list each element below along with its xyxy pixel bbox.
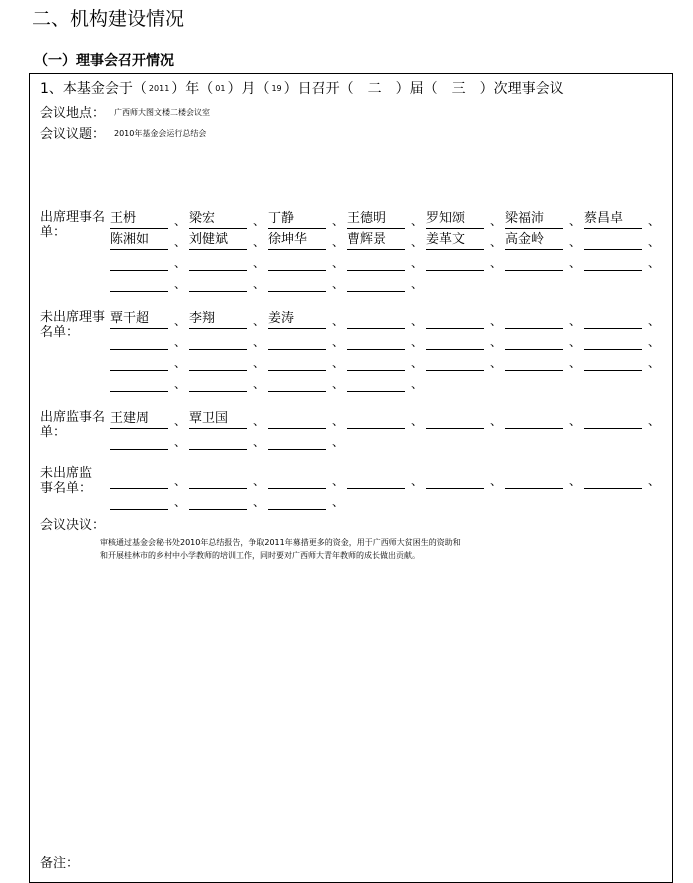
separator: 、 <box>648 314 661 328</box>
name-blank[interactable] <box>584 231 642 250</box>
name-blank[interactable] <box>347 252 405 271</box>
name-blank[interactable] <box>347 352 405 371</box>
name-blank[interactable]: 王枬 <box>110 210 168 229</box>
meeting-session-text: ）届（ <box>395 81 438 97</box>
separator: 、 <box>174 495 187 509</box>
topic-label: 会议议题： <box>40 127 106 142</box>
separator: 、 <box>332 495 345 509</box>
separator: 、 <box>174 256 187 270</box>
name-blank[interactable] <box>268 431 326 450</box>
meeting-form <box>29 73 673 883</box>
separator: 、 <box>253 414 266 428</box>
name-blank[interactable]: 徐坤华 <box>268 231 326 250</box>
separator: 、 <box>332 414 345 428</box>
separator: 、 <box>253 356 266 370</box>
location-value[interactable]: 广西师大图文楼二楼会议室 <box>114 108 210 117</box>
separator: 、 <box>253 474 266 488</box>
name-blank[interactable] <box>584 252 642 271</box>
name-blank[interactable] <box>347 331 405 350</box>
separator: 、 <box>569 474 582 488</box>
separator: 、 <box>332 356 345 370</box>
name-blank[interactable] <box>584 470 642 489</box>
name-blank[interactable] <box>584 352 642 371</box>
name-blank[interactable]: 丁静 <box>268 210 326 229</box>
name-blank[interactable] <box>505 310 563 329</box>
name-blank[interactable]: 李翔 <box>189 310 247 329</box>
name-blank[interactable]: 覃卫国 <box>189 410 247 429</box>
name-blank[interactable] <box>268 252 326 271</box>
separator: 、 <box>648 335 661 349</box>
name-blank[interactable] <box>505 331 563 350</box>
separator: 、 <box>490 474 503 488</box>
name-blank[interactable]: 罗知颂 <box>426 210 484 229</box>
meeting-day[interactable]: 19 <box>271 84 282 93</box>
name-blank[interactable] <box>189 273 247 292</box>
separator: 、 <box>490 314 503 328</box>
separator: 、 <box>490 335 503 349</box>
name-blank[interactable]: 王德明 <box>347 210 405 229</box>
meeting-year[interactable]: 2011 <box>148 84 170 93</box>
separator: 、 <box>332 277 345 291</box>
meeting-month[interactable]: 01 <box>215 84 226 93</box>
name-blank[interactable] <box>268 352 326 371</box>
name-blank[interactable] <box>110 491 168 510</box>
name-blank[interactable] <box>505 252 563 271</box>
meeting-number-text: ）次理事会议 <box>479 81 564 97</box>
name-blank[interactable] <box>347 273 405 292</box>
separator: 、 <box>490 214 503 228</box>
separator: 、 <box>569 335 582 349</box>
attending-supervisors-label: 出席监事名单： <box>40 410 106 440</box>
absent-supervisors-label: 未出席监事名单： <box>40 466 93 496</box>
separator: 、 <box>648 414 661 428</box>
name-blank[interactable] <box>426 352 484 371</box>
separator: 、 <box>332 314 345 328</box>
name-blank[interactable] <box>110 352 168 371</box>
separator: 、 <box>411 414 424 428</box>
absent-directors-label: 未出席理事名单： <box>40 310 106 340</box>
separator: 、 <box>174 414 187 428</box>
resolution-label: 会议决议： <box>40 518 106 533</box>
name-blank[interactable] <box>189 331 247 350</box>
name-blank[interactable] <box>268 331 326 350</box>
separator: 、 <box>253 435 266 449</box>
name-blank[interactable] <box>268 410 326 429</box>
remark-label: 备注： <box>40 856 80 871</box>
separator: 、 <box>411 256 424 270</box>
separator: 、 <box>648 256 661 270</box>
separator: 、 <box>253 377 266 391</box>
name-blank[interactable]: 姜革文 <box>426 231 484 250</box>
separator: 、 <box>174 277 187 291</box>
separator: 、 <box>174 356 187 370</box>
separator: 、 <box>490 235 503 249</box>
separator: 、 <box>411 314 424 328</box>
name-blank[interactable] <box>347 373 405 392</box>
name-blank[interactable] <box>505 352 563 371</box>
separator: 、 <box>569 356 582 370</box>
meeting-date-line <box>40 78 564 98</box>
separator: 、 <box>174 435 187 449</box>
separator: 、 <box>569 235 582 249</box>
name-blank[interactable] <box>505 410 563 429</box>
name-blank[interactable] <box>110 331 168 350</box>
name-blank[interactable] <box>110 470 168 489</box>
separator: 、 <box>648 235 661 249</box>
separator: 、 <box>648 214 661 228</box>
name-blank[interactable] <box>189 352 247 371</box>
meeting-session[interactable]: 二 <box>367 81 382 97</box>
meeting-day-text: ）日召开（ <box>283 81 354 97</box>
name-blank[interactable]: 刘健斌 <box>189 231 247 250</box>
separator: 、 <box>411 214 424 228</box>
separator: 、 <box>253 277 266 291</box>
name-blank[interactable] <box>584 310 642 329</box>
separator: 、 <box>253 256 266 270</box>
name-blank[interactable] <box>505 470 563 489</box>
meeting-year-text: ）年（ <box>171 81 214 97</box>
separator: 、 <box>490 356 503 370</box>
separator: 、 <box>332 474 345 488</box>
name-blank[interactable] <box>426 331 484 350</box>
name-blank[interactable] <box>110 252 168 271</box>
separator: 、 <box>332 214 345 228</box>
resolution-text[interactable] <box>100 536 461 562</box>
name-blank[interactable]: 曹辉景 <box>347 231 405 250</box>
separator: 、 <box>411 335 424 349</box>
separator: 、 <box>174 214 187 228</box>
separator: 、 <box>174 314 187 328</box>
name-blank[interactable] <box>268 373 326 392</box>
name-blank[interactable] <box>110 431 168 450</box>
resolution-line: 审核通过基金会秘书处2010年总结报告，争取2011年募措更多的资金，用于广西师大贫困生的资助和 <box>100 538 461 547</box>
resolution-line: 和开展桂林市的乡村中小学教师的培训工作，同时要对广西师大青年教师的成长做出贡献。 <box>100 551 420 560</box>
name-blank[interactable] <box>426 310 484 329</box>
separator: 、 <box>174 377 187 391</box>
separator: 、 <box>253 235 266 249</box>
separator: 、 <box>490 256 503 270</box>
separator: 、 <box>648 356 661 370</box>
name-blank[interactable] <box>268 491 326 510</box>
separator: 、 <box>332 256 345 270</box>
separator: 、 <box>569 214 582 228</box>
name-blank[interactable] <box>110 273 168 292</box>
meeting-number[interactable]: 三 <box>451 81 466 97</box>
name-blank[interactable] <box>189 252 247 271</box>
name-blank[interactable] <box>347 410 405 429</box>
name-blank[interactable] <box>584 331 642 350</box>
meeting-prefix: 1、本基金会于（ <box>40 81 147 97</box>
name-blank[interactable] <box>347 310 405 329</box>
separator: 、 <box>253 314 266 328</box>
separator: 、 <box>411 277 424 291</box>
separator: 、 <box>174 335 187 349</box>
separator: 、 <box>490 414 503 428</box>
subsection-title: （一）理事会召开情况 <box>34 53 174 69</box>
attending-directors-label: 出席理事名单： <box>40 210 106 240</box>
name-blank[interactable]: 蔡昌卓 <box>584 210 642 229</box>
separator: 、 <box>569 414 582 428</box>
meeting-month-text: ）月（ <box>227 81 270 97</box>
name-blank[interactable] <box>110 373 168 392</box>
section-title: 二、机构建设情况 <box>32 8 185 30</box>
name-blank[interactable]: 梁宏 <box>189 210 247 229</box>
name-blank[interactable] <box>268 273 326 292</box>
separator: 、 <box>411 474 424 488</box>
name-blank[interactable] <box>189 470 247 489</box>
location-label: 会议地点： <box>40 106 106 121</box>
separator: 、 <box>569 256 582 270</box>
separator: 、 <box>411 377 424 391</box>
separator: 、 <box>332 377 345 391</box>
name-blank[interactable]: 覃干超 <box>110 310 168 329</box>
name-blank[interactable] <box>347 470 405 489</box>
name-blank[interactable] <box>189 491 247 510</box>
separator: 、 <box>411 235 424 249</box>
name-blank[interactable]: 高金岭 <box>505 231 563 250</box>
separator: 、 <box>569 314 582 328</box>
name-blank[interactable] <box>426 252 484 271</box>
name-blank[interactable]: 陈湘如 <box>110 231 168 250</box>
name-blank[interactable] <box>189 431 247 450</box>
name-blank[interactable]: 王建周 <box>110 410 168 429</box>
separator: 、 <box>174 235 187 249</box>
name-blank[interactable] <box>268 470 326 489</box>
separator: 、 <box>253 495 266 509</box>
separator: 、 <box>253 214 266 228</box>
separator: 、 <box>174 474 187 488</box>
name-blank[interactable] <box>584 410 642 429</box>
topic-value[interactable]: 2010年基金会运行总结会 <box>114 129 207 138</box>
separator: 、 <box>648 474 661 488</box>
name-blank[interactable] <box>426 410 484 429</box>
separator: 、 <box>411 356 424 370</box>
name-blank[interactable] <box>426 470 484 489</box>
separator: 、 <box>332 335 345 349</box>
separator: 、 <box>332 435 345 449</box>
name-blank[interactable]: 姜涛 <box>268 310 326 329</box>
separator: 、 <box>253 335 266 349</box>
name-blank[interactable]: 梁福沛 <box>505 210 563 229</box>
separator: 、 <box>332 235 345 249</box>
name-blank[interactable] <box>189 373 247 392</box>
